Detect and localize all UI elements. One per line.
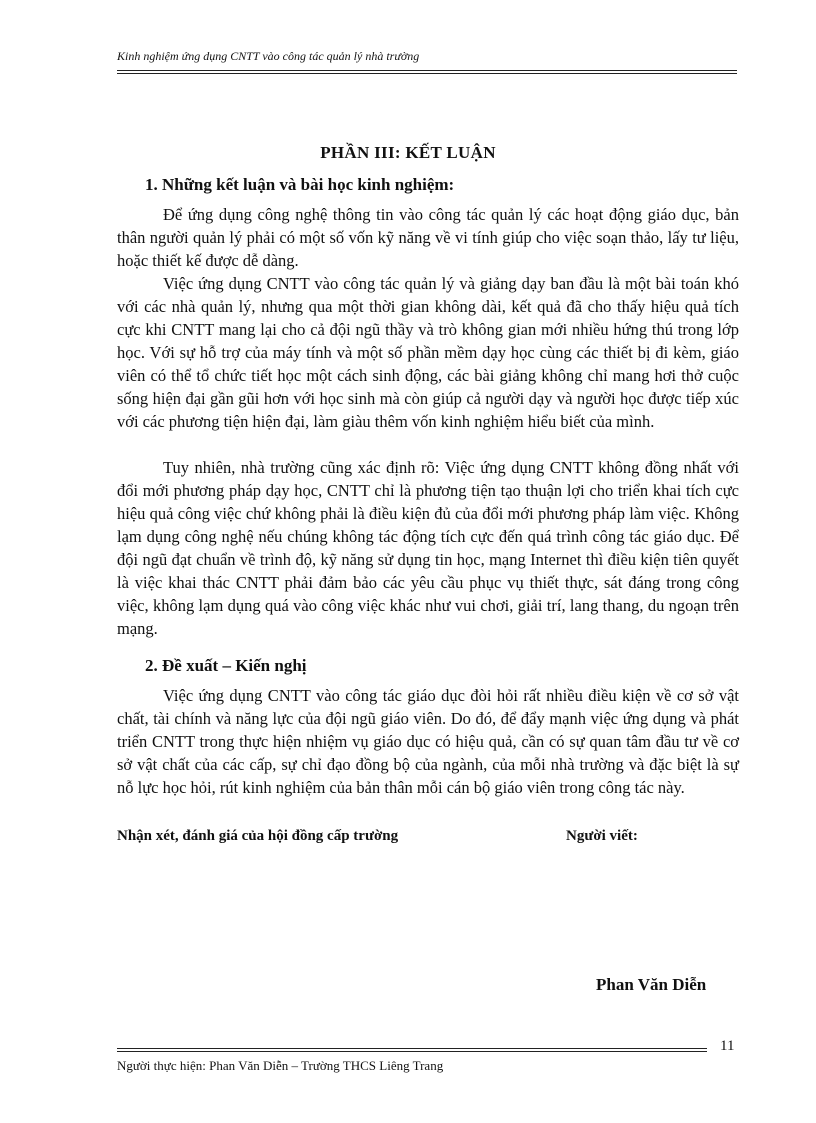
running-header: Kinh nghiệm ứng dụng CNTT vào công tác quản lý nhà trường [117,49,420,63]
signer-name: Phan Văn Diễn [596,975,707,994]
footer-rule-top [117,1048,707,1049]
section-1-paragraph-3: Tuy nhiên, nhà trường cũng xác định rõ: Việc ứng dụng CNTT không đồng nhất với đổi mới phương pháp dạy học, CNTT chỉ là phương tiện tạo thuận lợi cho triển khai tích cực hiệu quả công việc chứ không phải là điều kiện đủ của đổi mới phương pháp làm việc. Không lạm dụng công nghệ nếu chúng không tác động tích cực đến quá trình công tác giáo dục. Để đội ngũ đạt chuẩn về trình độ, kỹ năng sử dụng tin học, mạng Internet thì điều kiện tiên quyết là việc khai thác CNTT phải đảm bảo các yêu cầu phục vụ thiết thực, sát đáng trong công việc, không lạm dụng quá vào công việc khác như vui chơi, giải trí, lang thang, du ngoạn trên mạng. [117,458,739,638]
section-1-heading: 1. Những kết luận và bài học kinh nghiệm: [145,175,455,194]
header-rule-top [117,70,737,71]
page-number: 11 [720,1038,735,1054]
footer-author-line: Người thực hiện: Phan Văn Diễn – Trường THCS Liêng Trang [117,1058,444,1073]
writer-label: Người viết: [566,828,638,844]
section-1-paragraph-2: Việc ứng dụng CNTT vào công tác quản lý và giảng dạy ban đầu là một bài toán khó với các nhà quản lý, nhưng qua một thời gian không dài, kết quả đã cho thấy hiệu quả tích cực khi CNTT mang lại cho cả đội ngũ thầy và trò không gian mới nhiều hứng thú trong lớp học. Với sự hỗ trợ của máy tính và một số phần mềm dạy học cùng các thiết bị đi kèm, giáo viên có thể tổ chức tiết học một cách sinh động, các bài giảng không chỉ mang hơi thở cuộc sống hiện đại gần gũi hơn với học sinh mà còn giúp cả người dạy và người học được tiếp xúc với các phương tiện hiện đại, làm giàu thêm vốn kinh nghiệm hiểu biết của mình. [117,274,739,431]
section-2-paragraph-1: Việc ứng dụng CNTT vào công tác giáo dục đòi hỏi rất nhiều điều kiện về cơ sở vật chất, tài chính và năng lực của đội ngũ giáo viên. Do đó, để đẩy mạnh việc ứng dụng và phát triển CNTT trong thực hiện nhiệm vụ giáo dục có hiệu quả, cần có sự quan tâm đầu tư về cơ sở vật chất của các cấp, sự chỉ đạo đồng bộ của ngành, của mỗi nhà trường và đặc biệt là sự nỗ lực học hỏi, rút kinh nghiệm của bản thân mỗi cán bộ giáo viên trong công tác này. [117,686,739,797]
footer-rule-bottom [117,1051,707,1052]
evaluation-label: Nhận xét, đánh giá của hội đồng cấp trường [117,828,399,844]
header-rule-bottom [117,73,737,74]
section-1-paragraph-1: Để ứng dụng công nghệ thông tin vào công tác quản lý các hoạt động giáo dục, bản thân người quản lý phải có một số vốn kỹ năng về vi tính giúp cho việc soạn thảo, lấy tư liệu, hoặc thiết kế được dễ dàng. [117,205,739,270]
section-2-heading: 2. Đề xuất – Kiến nghị [145,656,307,675]
page-title: PHẦN III: KẾT LUẬN [320,143,496,162]
